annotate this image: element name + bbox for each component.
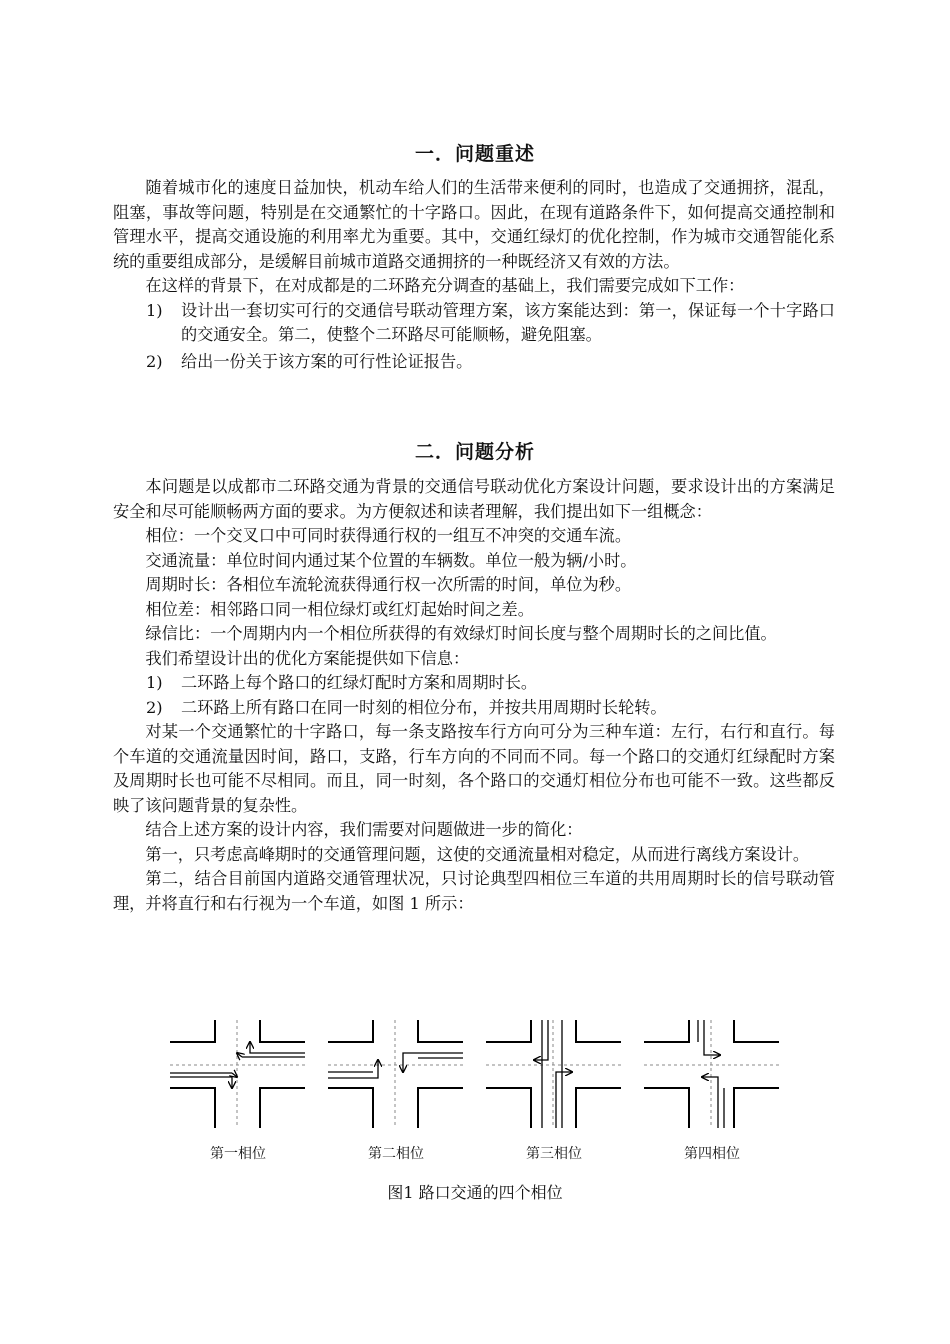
- section2-second: 第二，结合目前国内道路交通管理状况，只讨论典型四相位三车道的共用周期时长的信号联动管理，并将直行和右行视为一个车道，如图 1 所示：: [113, 869, 835, 913]
- definition-phase-offset: 相位差：相邻路口同一相位绿灯或红灯起始时间之差。: [145, 599, 534, 619]
- section1-list-item-2: [113, 350, 835, 375]
- section1-paragraph-2: 在这样的背景下，在对成都是的二环路充分调查的基础上，我们需要完成如下工作：: [145, 276, 745, 295]
- definition-cycle-length: 周期时长：各相位车流轮流获得通行权一次所需的时间，单位为秒。: [145, 575, 632, 594]
- figure-caption: 图1 路口交通的四个相位: [387, 1183, 563, 1202]
- section2-intro: 本问题是以成都市二环路交通为背景的交通信号联动优化方案设计问题，要求设计出的方案满足安全和尽可能顺畅两方面的要求。为方便叙述和读者理解，我们提出如下一组概念：: [113, 477, 835, 521]
- phase-2-intersection: [328, 1020, 463, 1128]
- section2-first: 第一，只考虑高峰期时的交通管理问题，这使的交通流量相对稳定，从而进行离线方案设计。: [145, 844, 810, 864]
- list-text: 设计出一套切实可行的交通信号联动管理方案，该方案能达到：第一，保证每一个十字路口的交通安全。第二，使整个二环路尽可能顺畅，避免阻塞。: [181, 300, 835, 344]
- list-text: 二环路上所有路口在同一时刻的相位分布，并按共用周期时长轮转。: [181, 697, 667, 717]
- section1-paragraph-1: 随着城市化的速度日益加快，机动车给人们的生活带来便利的同时，也造成了交通拥挤，混乱，阻塞，事故等问题，特别是在交通繁忙的十字路口。因此，在现有道路条件下，如何提高交通控制和管理水平，提高交通设施的利用率尤为重要。其中，交通红绿灯的优化控制，作为城市交通智能化系统的重要组成部分，是缓解目前城市道路交通拥挤的一种既经济又有效的方法。: [113, 178, 835, 271]
- section2-complexity: 对某一个交通繁忙的十字路口，每一条支路按车行方向可分为三种车道：左行，右行和直行。每个车道的交通流量因时间，路口，支路，行车方向的不同而不同。每一个路口的交通灯红绿配时方案及周期时长也可能不尽相同。而且，同一时刻，各个路口的交通灯相位分布也可能不一致。这些都反映了该问题背景的复杂性。: [113, 722, 835, 815]
- definition-traffic-flow: 交通流量：单位时间内通过某个位置的车辆数。单位一般为辆/小时。: [145, 550, 637, 570]
- phase-4-label: 第四相位: [684, 1146, 740, 1162]
- list-number: 1): [146, 300, 163, 320]
- section1-list-item-1: [113, 299, 835, 348]
- list-text: 给出一份关于该方案的可行性论证报告。: [181, 351, 473, 371]
- phase-2-label: 第二相位: [368, 1146, 424, 1162]
- section2-body: [113, 475, 835, 916]
- phase-3-intersection: [486, 1020, 621, 1128]
- section1-body: [113, 176, 835, 374]
- phase-4-intersection: [644, 1020, 779, 1128]
- phase-1-label: 第一相位: [210, 1146, 266, 1162]
- list-number: 2): [146, 697, 163, 717]
- definition-green-ratio: 绿信比：一个周期内内一个相位所获得的有效绿灯时间长度与整个周期时长的之间比值。: [145, 624, 777, 643]
- section2-title: 二．问题分析: [414, 441, 535, 463]
- section2-list-item-2: [113, 696, 835, 721]
- phase-3-label: 第三相位: [526, 1146, 582, 1162]
- section1-title: 一．问题重述: [414, 143, 535, 165]
- list-number: 1): [146, 673, 163, 692]
- definition-phase: 相位：一个交叉口中可同时获得通行权的一组互不冲突的交通车流。: [145, 526, 632, 545]
- list-number: 2): [146, 351, 163, 371]
- section2-wish: 我们希望设计出的优化方案能提供如下信息：: [145, 648, 470, 668]
- section2-simplify: 结合上述方案的设计内容，我们需要对问题做进一步的简化：: [145, 820, 583, 839]
- list-text: 二环路上每个路口的红绿灯配时方案和周期时长。: [181, 673, 538, 692]
- phase-1-intersection: [170, 1020, 305, 1128]
- section2-list-item-1: [113, 671, 835, 696]
